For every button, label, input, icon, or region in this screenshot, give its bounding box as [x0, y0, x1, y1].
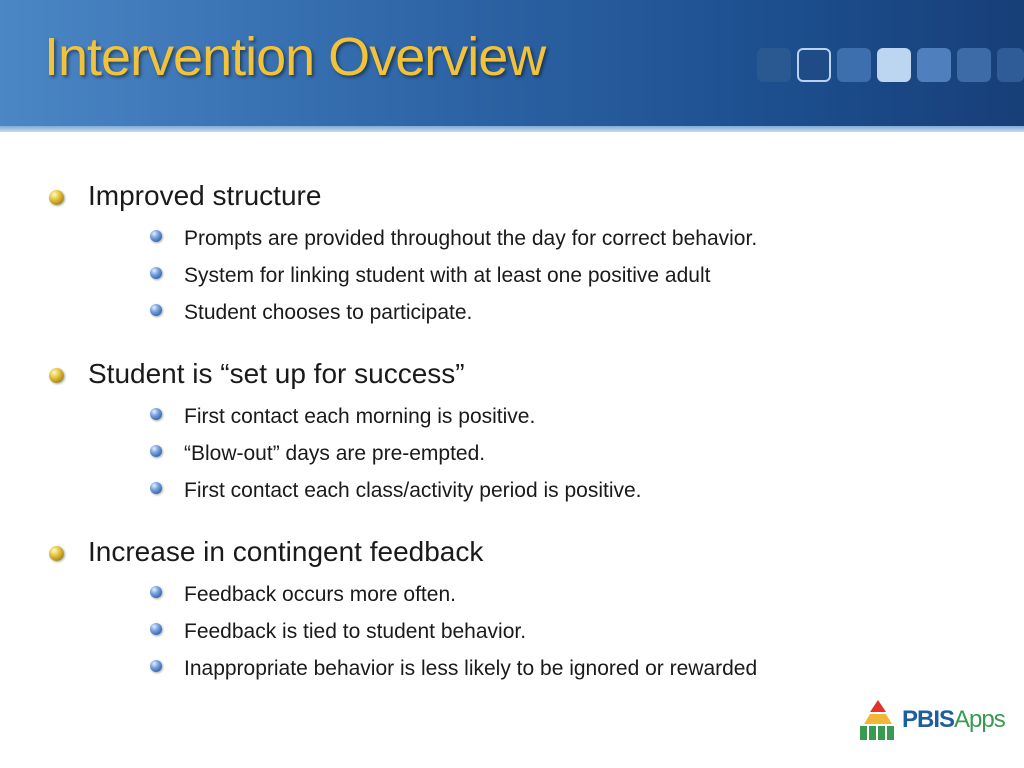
decor-square [917, 48, 951, 82]
logo-text-pbis: PBIS [902, 706, 955, 733]
decor-square-outlined [797, 48, 831, 82]
blue-bullet-icon [150, 445, 162, 457]
blue-bullet-icon [150, 586, 162, 598]
gold-bullet-icon [49, 368, 64, 383]
list-item: System for linking student with at least one positive adult [184, 264, 711, 287]
slide-title: Intervention Overview [44, 27, 546, 87]
decor-square [957, 48, 991, 82]
list-item: First contact each class/activity period is positive. [184, 479, 642, 502]
logo-text-apps: Apps [954, 706, 1005, 733]
list-item: Feedback occurs more often. [184, 583, 456, 606]
logo-wordmark [902, 706, 1005, 734]
pbisapps-logo [856, 698, 1006, 742]
blue-bullet-icon [150, 482, 162, 494]
list-item: First contact each morning is positive. [184, 405, 536, 428]
blue-bullet-icon [150, 230, 162, 242]
decor-square-highlight [877, 48, 911, 82]
list-item: Prompts are provided throughout the day for correct behavior. [184, 227, 758, 250]
decor-square [837, 48, 871, 82]
list-item: Feedback is tied to student behavior. [184, 620, 527, 643]
decor-square [997, 48, 1024, 82]
pbis-pyramid-icon [856, 698, 900, 742]
list-item: “Blow-out” days are pre-empted. [184, 442, 486, 465]
decor-square [757, 48, 791, 82]
gold-bullet-icon [49, 546, 64, 561]
section-heading: Increase in contingent feedback [88, 536, 484, 567]
slide-header [0, 0, 1024, 132]
blue-bullet-icon [150, 408, 162, 420]
list-item: Inappropriate behavior is less likely to be ignored or rewarded [184, 657, 758, 680]
section-heading: Student is “set up for success” [88, 358, 465, 389]
gold-bullet-icon [49, 190, 64, 205]
blue-bullet-icon [150, 660, 162, 672]
blue-bullet-icon [150, 304, 162, 316]
blue-bullet-icon [150, 267, 162, 279]
section-heading: Improved structure [88, 180, 322, 211]
blue-bullet-icon [150, 623, 162, 635]
list-item: Student chooses to participate. [184, 301, 473, 324]
